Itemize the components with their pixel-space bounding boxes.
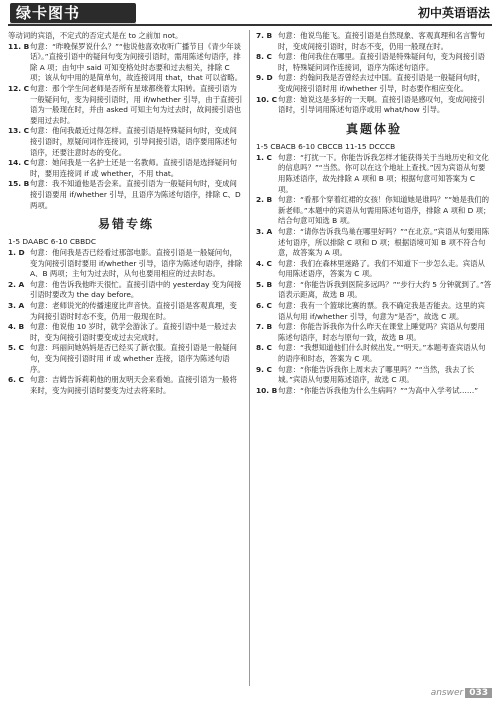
footer-text: answer	[430, 688, 464, 698]
answer-item	[256, 386, 492, 397]
item-number: 10. C	[256, 94, 278, 104]
item-text: 句意：“你能告诉我你上周末去了哪里吗？”“当然，我去了长城。”宾语从句要用陈述语序，故选 C 项。	[278, 364, 475, 385]
item-text: 句意：他说他 10 岁时，就学会游泳了。直接引语中是一般过去时，变为间接引语时要变成过去完成时。	[30, 322, 237, 342]
answer-item	[256, 322, 492, 343]
answer-item	[8, 126, 244, 158]
item-number: 1. C	[256, 152, 272, 162]
brand-logo: 绿卡图书	[10, 3, 136, 23]
item-number: 5. B	[256, 279, 273, 289]
answer-item	[8, 343, 244, 375]
header-rule	[8, 24, 492, 26]
item-number: 5. C	[8, 343, 24, 353]
item-number: 1. D	[8, 248, 25, 258]
answer-item	[256, 259, 492, 280]
item-number: 8. C	[256, 343, 272, 353]
answer-item	[256, 52, 492, 73]
item-text: 句意：她说这是多好的一天啊。直接引语是感叹句，变成间接引语时，引导词用陈述句语序或用 what/how 引导。	[278, 94, 485, 115]
item-text: 句意：那个学生问老师是否所有星球都绕着太阳转。直接引语为一般疑问句，变为间接引语时，用 if/whether 引导，由于直接引语为一般现在时，并由 asked 可知主句为过去时，故间接引语也要用过去时。	[30, 83, 243, 125]
item-text: 句意：“你能告诉我他为什么生病吗？”“为高中入学考试……”	[278, 385, 479, 395]
item-number: 14. C	[8, 158, 30, 168]
answer-item	[256, 73, 492, 94]
left-column	[8, 31, 244, 681]
subject-title: 初中英语语法	[417, 6, 490, 20]
item-number: 12. C	[8, 83, 30, 93]
answer-item	[256, 153, 492, 195]
item-text: 句意：吉姆告诉莉莉他的朋友明天会来看她。直接引语为一般将来时，变为间接引语时要变为过去将来时。	[30, 375, 237, 395]
item-number: 3. A	[256, 226, 273, 236]
item-text: 句意：约翰问我是否曾经去过中国。直接引语是一般疑问句时，变成间接引语时用 if/whether 引导，时态要作相应变化。	[278, 73, 485, 93]
answer-item	[256, 227, 492, 259]
item-number: 8. C	[256, 52, 272, 62]
answer-item	[256, 365, 492, 386]
section-heading: 真题体验	[345, 121, 402, 136]
header	[0, 0, 500, 26]
item-number: 11. B	[8, 41, 30, 51]
item-number: 7. B	[256, 322, 273, 332]
item-text: 句意：你能告诉我你为什么昨天在课堂上睡觉吗？宾语从句要用陈述句语序，时态与原句一致，故选 B 项。	[278, 322, 485, 342]
answer-item	[8, 179, 244, 211]
item-number: 15. B	[8, 179, 30, 189]
item-text: 句意：我不知道他是否会来。直接引语为一般疑问句时，变成间接引语要用 if/whether 引导，且语序为陈述句语序，排除 C、D 两项。	[30, 179, 241, 210]
item-text: 句意：她问我是一名护士还是一名教师。直接引语是选择疑问句时，要用连接词 if 或 whether，不用 that。	[30, 158, 237, 178]
answer-item	[8, 158, 244, 179]
answer-item	[256, 195, 492, 227]
item-text: 句意：我们在森林里迷路了。我们不知道下一步怎么走。宾语从句用陈述语序，答案为 C 项。	[278, 258, 485, 279]
item-text: 句意：“请你告诉我鸟巢在哪里好吗？”“在北京。”宾语从句要用陈述句语序，所以排除 C 项和 D 项；根据语境可知 B 项不符合句意，故答案为 A 项。	[278, 226, 490, 258]
item-number: 2. A	[8, 279, 25, 289]
item-number: 6. C	[8, 375, 24, 385]
item-number: 9. C	[256, 364, 272, 374]
column-divider	[249, 30, 250, 686]
answer-item	[8, 301, 244, 322]
item-number: 13. C	[8, 126, 30, 136]
answer-item	[256, 31, 492, 52]
item-number: 3. A	[8, 301, 25, 311]
answer-item	[256, 95, 492, 116]
answer-item	[256, 343, 492, 364]
item-number: 10. B	[256, 385, 278, 395]
answer-key: 1-5 CBACB 6-10 CBCCB 11-15 DCCCB	[256, 141, 396, 151]
item-number: 4. C	[256, 258, 272, 268]
item-text: 句意：“打扰一下。你能告诉我怎样才能获得关于当地历史和文化的信息吗？”“当然。你可以在这个地址上查找。”因为宾语从句要用陈述语序，故先排除 A 项和 B 项；根据句意可知答案为 C 项。	[278, 152, 489, 194]
answer-item	[8, 375, 244, 396]
answer-item	[8, 280, 244, 301]
section-heading: 易错专练	[97, 217, 154, 232]
item-text: 句意：他问我最近过得怎样。直接引语是特殊疑问句时，变成间接引语时，原疑问词作连接词，引导间接引语，语序要用陈述句语序，还要注意时态的变化。	[30, 126, 237, 157]
item-text: 句意：老师说光的传播速度比声音快。直接引语是客观真理，变为间接引语时时态不变，仍用一般现在时。	[30, 301, 237, 321]
answer-key: 1-5 DAABC 6-10 CBBDC	[8, 237, 97, 247]
item-text: 句意：他说鸟能飞。直接引语是自然现象、客观真理和名言警句时，变成间接引语时，时态不变，仍用一般现在时。	[278, 31, 485, 51]
answer-item	[8, 84, 244, 126]
item-number: 9. D	[256, 73, 273, 83]
intro-text: 等动词的宾语，不定式的否定式是在 to 之前加 not。	[8, 31, 183, 40]
item-text: 句意：他问我住在哪里。直接引语是特殊疑问句，变为间接引语时，特殊疑问词作连接词，语序为陈述句语序。	[278, 52, 485, 72]
item-text: 句意：“你能告诉我到医院多远吗？”“步行大约 5 分钟就到了。”答语表示距离，故选 B 项。	[278, 279, 492, 300]
item-text: 句意：“看那个穿着红裙的女孩！你知道她是谁吗？”“她是我们的新老师。”本题中的宾语从句需用陈述句语序，排除 A 项和 D 项；结合句意可知选 B 项。	[278, 195, 491, 226]
item-text: 句意：“昨晚保罗说什么？”“他说他喜欢收听广播节目《青少年谈话》。”直接引语中的疑问句变为间接引语时，需用陈述句语序，排除 A 项；由句中 said 可知变格处时态要和过去相关，排除 C 项；该从句中用的是简单句，故连接词用 that，that 可以省略。	[30, 41, 243, 83]
item-number: 7. B	[256, 31, 273, 40]
item-number: 6. C	[256, 301, 272, 311]
right-column	[256, 31, 492, 681]
answer-item	[256, 301, 492, 322]
item-text: 句意：他告诉我他昨天很忙。直接引语中的 yesterday 变为间接引语时要改为 the day before。	[30, 279, 242, 300]
item-text: 句意：他问我是否已经看过那部电影。直接引语是一般疑问句，变为间接引语时要用 if/whether 引导，语序为陈述句语序，排除 A、B 两项；主句为过去时，从句也要用相应的过去时态。	[30, 248, 243, 279]
answer-item	[8, 42, 244, 84]
item-number: 4. B	[8, 322, 25, 332]
answer-item	[8, 322, 244, 343]
item-text: 句意：玛丽问她妈妈是否已经买了新衣服。直接引语是一般疑问句，变为间接引语时用 if 或 whether 连接，语序为陈述句语序。	[30, 343, 237, 374]
page-footer	[431, 688, 492, 698]
answer-item	[8, 248, 244, 280]
page-number: 033	[465, 688, 492, 698]
item-text: 句意：我有一个篮球比赛的票。我不确定我是否能去。这里的宾语从句用 if/whether 引导，句意为“是否”，故选 C 项。	[278, 301, 485, 321]
item-number: 2. B	[256, 195, 273, 205]
item-text: 句意：“我想知道他们什么时候出发。”“明天。”本题考查宾语从句的语序和时态，答案为 C 项。	[278, 343, 486, 364]
answer-item	[256, 280, 492, 301]
